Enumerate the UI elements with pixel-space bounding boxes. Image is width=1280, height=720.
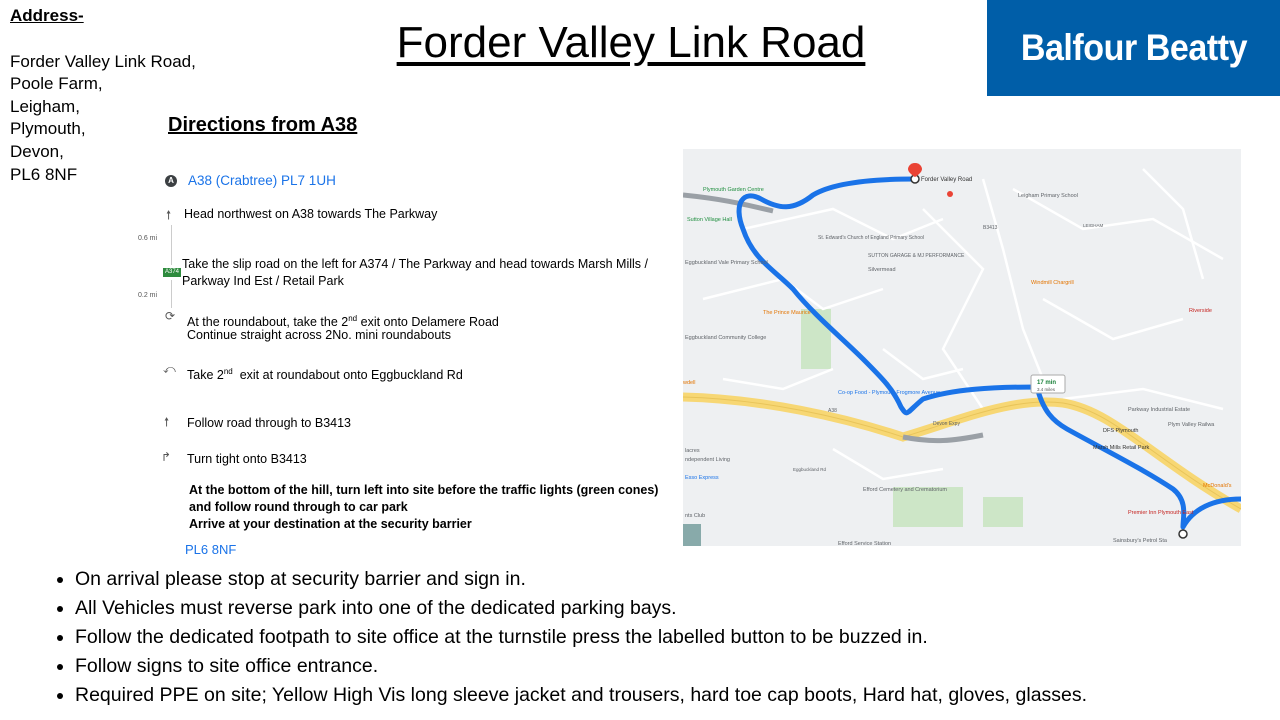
direction-step: Continue straight across 2No. mini roundabouts	[187, 328, 452, 342]
map-label: Efford Service Station	[838, 541, 892, 546]
map-label: wdell	[683, 380, 696, 386]
map-label: Silvermead	[868, 267, 896, 273]
step-text: At the roundabout, take the 2	[187, 315, 349, 330]
map-label: Devon Expy	[933, 421, 960, 427]
address-line: Leigham,	[10, 96, 80, 116]
step-divider	[171, 280, 172, 308]
map-label: St. Edward's Church of England Primary School	[818, 235, 925, 241]
map-label: Eggbuckland Rd	[793, 467, 827, 472]
brand-logo-text: Balfour Beatty	[1020, 27, 1247, 68]
turn-right-icon: ↱	[161, 450, 172, 464]
park-area	[801, 309, 831, 369]
straight-arrow-icon: 🠕	[166, 208, 172, 222]
address-line: PL6 8NF	[10, 164, 78, 184]
ordinal-suffix: nd	[223, 367, 233, 376]
route-map[interactable]	[683, 149, 1241, 546]
start-marker-icon	[1179, 530, 1187, 538]
direction-step: Take the slip road on the left for A374 / The Parkway and head towards Marsh Mills / Parkway Ind Est / Retail Park	[182, 257, 648, 288]
map-label: Leigham Primary School	[1018, 193, 1078, 199]
direction-step: Turn tight onto B3413	[187, 452, 307, 466]
arrival-text: Arrive at your destination at the security barrier	[189, 517, 472, 531]
distance-label: 0.6 mi	[138, 235, 158, 242]
list-item: • All Vehicles must reverse park into one of the dedicated parking bays.	[75, 594, 1280, 623]
map-label: Plym Valley Railwa	[1168, 422, 1215, 428]
map-label: LEIGHAM	[1083, 223, 1104, 228]
directions-heading: Directions from A38	[168, 114, 358, 136]
direction-step	[187, 363, 463, 384]
park-area	[983, 497, 1023, 527]
destination-link[interactable]: PL6 8NF	[185, 542, 237, 557]
map-label: A38	[828, 408, 837, 414]
poi-marker-icon	[947, 191, 953, 197]
roundabout-exit-icon: ⤺	[163, 362, 176, 376]
step-divider	[171, 225, 172, 265]
map-label: Efford Cemetery and Crematorium	[863, 487, 947, 493]
map-label: The Prince Maurice	[763, 310, 811, 316]
corner-thumbnail	[683, 524, 701, 546]
map-label: Marsh Mills Retail Park	[1093, 445, 1150, 451]
map-svg	[683, 149, 1241, 546]
cemetery-area	[893, 487, 963, 527]
map-label: Esso Express	[685, 475, 719, 481]
site-instructions-list	[40, 565, 1280, 710]
step-text: Take 2	[187, 368, 224, 383]
map-label: DFS Plymouth	[1103, 428, 1139, 434]
map-label: Forder Valley Road	[921, 177, 973, 183]
map-label: lacres	[685, 448, 700, 454]
list-item: • Required PPE on site; Yellow High Vis long sleeve jacket and trousers, hard toe cap boots, Hard hat, gloves, glasses.	[75, 681, 1280, 710]
map-label: B3413	[983, 225, 998, 231]
direction-step: Follow road through to B3413	[187, 416, 351, 430]
direction-step: Head northwest on A38 towards The Parkway	[184, 207, 438, 221]
address-line: Devon,	[10, 141, 64, 161]
list-item: • Follow signs to site office entrance.	[75, 652, 1280, 681]
map-label: Windmill Chargrill	[1031, 280, 1074, 286]
map-label: Eggbuckland Vale Primary School	[685, 260, 768, 266]
road-sign-icon: A374	[164, 269, 179, 275]
address-line: Forder Valley Link Road,	[10, 51, 196, 71]
map-label: nts Club	[685, 513, 706, 519]
start-marker-icon: A	[165, 175, 177, 187]
travel-distance: 3.4 miles	[1037, 387, 1056, 392]
address-line: Poole Farm,	[10, 74, 103, 94]
map-label: SUTTON GARAGE & MJ PERFORMANCE	[868, 253, 965, 259]
map-label: Sutton Village Hall	[687, 217, 732, 223]
map-label: Parkway Industrial Estate	[1128, 407, 1191, 413]
step-text: exit onto Delamere Road	[357, 315, 499, 330]
distance-label: 0.2 mi	[138, 292, 158, 299]
map-label: Eggbuckland Community College	[685, 335, 767, 341]
map-label: ndependent Living	[685, 457, 730, 463]
straight-arrow-icon: 🠕	[164, 415, 170, 429]
address-line: Plymouth,	[10, 119, 86, 139]
map-label: McDonald's	[1203, 483, 1232, 489]
ordinal-suffix: nd	[348, 314, 358, 323]
travel-time: 17 min	[1037, 380, 1057, 386]
map-label: Co-op Food - Plymouth Frogmore Avenue	[838, 390, 941, 396]
address-heading: Address-	[10, 6, 84, 25]
list-item: • On arrival please stop at security barrier and sign in.	[75, 565, 1280, 594]
list-item: • Follow the dedicated footpath to site office at the turnstile press the labelled button to be buzzed in.	[75, 623, 1280, 652]
final-direction	[189, 482, 659, 533]
start-location-link[interactable]: A38 (Crabtree) PL7 1UH	[188, 173, 336, 188]
map-label: Premier Inn Plymouth East	[1128, 510, 1194, 516]
map-label: Riverside	[1189, 308, 1212, 314]
roundabout-icon: ⟳	[165, 309, 176, 323]
map-label: Plymouth Garden Centre	[703, 187, 764, 193]
final-direction-text: At the bottom of the hill, turn left into site before the traffic lights (green cones) and follow round through to car park	[189, 483, 659, 514]
page-title: Forder Valley Link Road	[396, 18, 866, 67]
step-text: exit at roundabout onto Eggbuckland Rd	[232, 368, 463, 383]
map-label: Sainsbury's Petrol Sta	[1113, 538, 1167, 544]
brand-logo	[987, 0, 1280, 96]
